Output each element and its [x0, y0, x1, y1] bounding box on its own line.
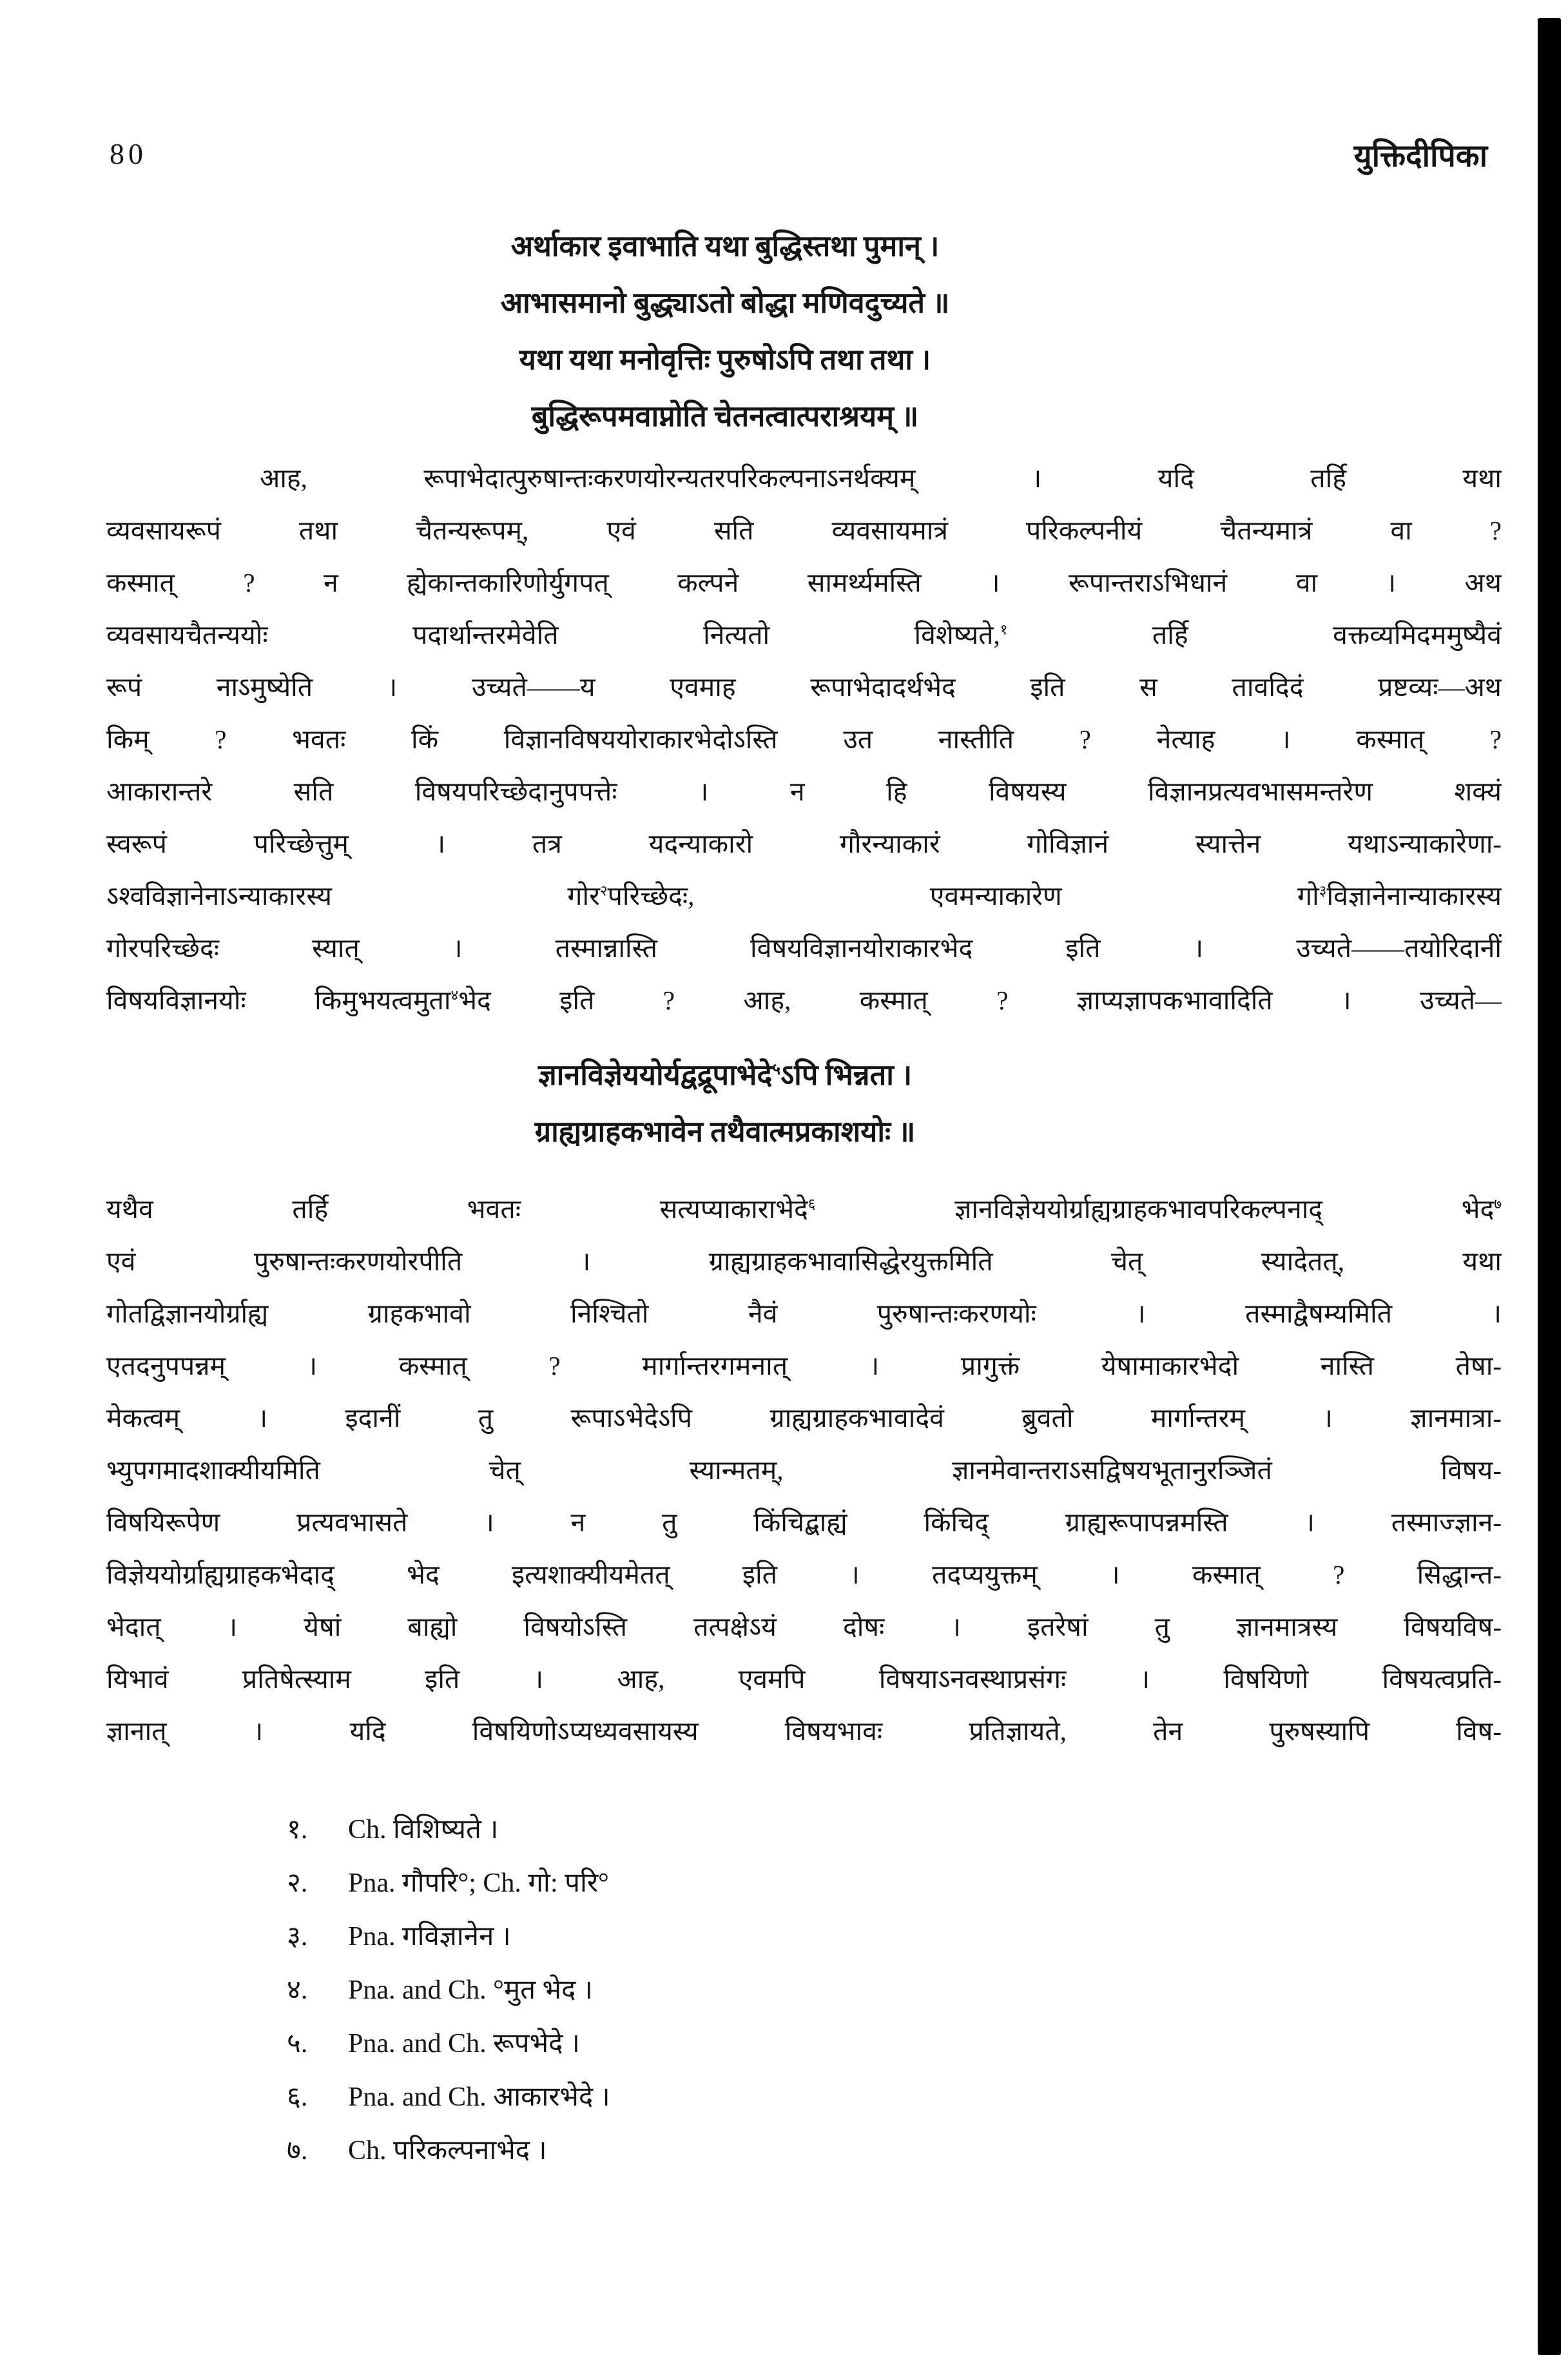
text-line: गोरपरिच्छेदः स्यात् । तस्मान्नास्ति विषयविज्ञानयोराकारभेद इति । उच्यते——तयोरिदानीं: [106, 933, 1502, 963]
footnote-number: ३.: [287, 1922, 308, 1952]
footnote-text: Ch. परिकल्पनाभेद ।: [348, 2136, 547, 2166]
page-number: 80: [110, 137, 147, 170]
footnote-text: Pna. and Ch. रूपभेदे ।: [348, 2029, 580, 2059]
footnote-text: Pna. गौपरि°; Ch. गो: परि°: [348, 1868, 609, 1898]
footnotes-section: [287, 1803, 1253, 2178]
text-line: विज्ञेययोर्ग्राह्यग्राहकभेदाद् भेद इत्यशाक्यीयमेतत् इति । तदप्ययुक्तम् । कस्मात् ? सिद्धान्त-: [106, 1560, 1502, 1589]
verse-line: अर्थाकार इवाभाति यथा बुद्धिस्तथा पुमान् ।: [510, 230, 940, 262]
footnote-text: Ch. विशिष्यते ।: [348, 1815, 499, 1845]
footnote-number: २.: [287, 1868, 308, 1898]
text-line: मेकत्वम् । इदानीं तु रूपाऽभेदेऽपि ग्राह्यग्राहकभावादेवं ब्रुवतो मार्गान्तरम् । ज्ञानमात्रा-: [106, 1403, 1502, 1433]
footnote-number: ४.: [287, 1975, 308, 2005]
text-line: विषयविज्ञानयोः किमुभयत्वमुता$^४$भेद इति ? आह, कस्मात् ? ज्ञाप्यज्ञापकभावादिति । उच्यते—: [106, 985, 1502, 1015]
footnote-number: १.: [287, 1815, 308, 1845]
scan-edge-artifact-bar: [1538, 18, 1561, 2355]
footnote: [287, 2017, 1253, 2071]
text-line: यिभावं प्रतिषेत्स्याम इति । आह, एवमपि विषयाऽनवस्थाप्रसंगः । विषयिणो विषयत्वप्रति-: [106, 1664, 1502, 1694]
footnote: [287, 2124, 1253, 2178]
prose-paragraph-2: [106, 1183, 1502, 1758]
prose-paragraph-1: [106, 452, 1502, 1027]
text-line: कस्मात् ? न ह्येकान्तकारिणोर्युगपत् कल्पने सामर्थ्यमस्ति । रूपान्तराऽभिधानं वा । अथ: [106, 568, 1502, 597]
verse-line: ज्ञानविज्ञेययोर्यद्वद्रूपाभेदे$^५$ऽपि भिन्नता ।: [537, 1059, 913, 1091]
text-line: आकारान्तरे सति विषयपरिच्छेदानुपपत्तेः । न हि विषयस्य विज्ञानप्रत्यवभासमन्तरेण शक्यं: [106, 777, 1502, 806]
footnote: [287, 1964, 1253, 2017]
text-line: रूपं नाऽमुष्येति । उच्यते——य एवमाह रूपाभेदादर्थभेद इति स तावदिदं प्रष्टव्यः—अथ: [106, 672, 1502, 702]
footnote-text: Pna. and Ch. आकारभेदे ।: [348, 2082, 610, 2112]
text-line: किम् ? भवतः किं विज्ञानविषययोराकारभेदोऽस्ति उत नास्तीति ? नेत्याह । कस्मात् ?: [106, 724, 1502, 754]
text-line: यथैव तर्हि भवतः सत्यप्याकाराभेदे$^६$ ज्ञानविज्ञेययोर्ग्राह्यग्राहकभावपरिकल्पनाद् भेद$^७$: [106, 1194, 1502, 1224]
footnote: [287, 2071, 1253, 2124]
footnote-number: ७.: [287, 2136, 308, 2166]
text-line: विषयिरूपेण प्रत्यवभासते । न तु किंचिद्बाह्यं किंचिद् ग्राह्यरूपापन्नमस्ति । तस्माज्ज्ञान-: [106, 1507, 1502, 1537]
footnote-number: ६.: [287, 2082, 308, 2112]
footnote-text: Pna. गविज्ञानेन ।: [348, 1922, 511, 1952]
verse-line: ग्राह्यग्राहकभावेन तथैवात्मप्रकाशयोः ॥: [534, 1116, 916, 1148]
text-line: गोतद्विज्ञानयोर्ग्राह्य ग्राहकभावो निश्चितो नैवं पुरुषान्तःकरणयोः । तस्माद्वैषम्यमिति ।: [106, 1299, 1502, 1328]
text-line: भ्युपगमादशाक्यीयमिति चेत् स्यान्मतम्, ज्ञानमेवान्तराऽसद्विषयभूतानुरञ्जितं विषय-: [106, 1455, 1502, 1485]
text-line: स्वरूपं परिच्छेत्तुम् । तत्र यदन्याकारो गौरन्याकारं गोविज्ञानं स्यात्तेन यथाऽन्याकारेणा-: [106, 829, 1502, 858]
footnote: [287, 1803, 1253, 1857]
footnote-text: Pna. and Ch. °मुत भेद ।: [348, 1975, 593, 2005]
verse-line: बुद्धिरूपमवाप्नोति चेतनत्वात्पराश्रयम् ॥: [531, 400, 919, 432]
text-line: आह, रूपाभेदात्पुरुषान्तःकरणयोरन्यतरपरिकल्पनाऽनर्थक्यम् । यदि तर्हि यथा: [260, 463, 1502, 493]
footnote-number: ५.: [287, 2029, 308, 2059]
text-line: भेदात् । येषां बाह्यो विषयोऽस्ति तत्पक्षेऽयं दोषः । इतरेषां तु ज्ञानमात्रस्य विषयविष-: [106, 1612, 1502, 1642]
text-line: व्यवसायचैतन्ययोः पदार्थान्तरमेवेति नित्यतो विशेष्यते,$^१$ तर्हि वक्तव्यमिदममुष्यैवं: [106, 620, 1502, 650]
verse-block-2: [258, 1047, 1192, 1160]
text-line: व्यवसायरूपं तथा चैतन्यरूपम्, एवं सति व्यवसायमात्रं परिकल्पनीयं चैतन्यमात्रं वा ?: [106, 516, 1502, 545]
text-line: एवं पुरुषान्तःकरणयोरपीति । ग्राह्यग्राहकभावासिद्धेरयुक्तमिति चेत् स्यादेतत्, यथा: [106, 1246, 1502, 1276]
verse-block-1: [258, 218, 1192, 445]
running-header-title: युक्तिदीपिका: [1353, 139, 1487, 173]
text-line: एतदनुपपन्नम् । कस्मात् ? मार्गान्तरगमनात् । प्रागुक्तं येषामाकारभेदो नास्ति तेषा-: [106, 1351, 1502, 1381]
footnote: [287, 1910, 1253, 1964]
footnote: [287, 1857, 1253, 1910]
verse-line: आभासमानो बुद्ध्याऽतो बोद्धा मणिवदुच्यते ॥: [500, 287, 950, 319]
text-line: ऽश्वविज्ञानेनाऽन्याकारस्य गोर$^२$परिच्छेदः, एवमन्याकारेण गो$^३$विज्ञानेनान्याकारस्य: [106, 881, 1502, 911]
text-line: ज्ञानात् । यदि विषयिणोऽप्यध्यवसायस्य विषयभावः प्रतिज्ञायते, तेन पुरुषस्यापि विष-: [106, 1716, 1502, 1746]
verse-line: यथा यथा मनोवृत्तिः पुरुषोऽपि तथा तथा ।: [519, 344, 931, 376]
